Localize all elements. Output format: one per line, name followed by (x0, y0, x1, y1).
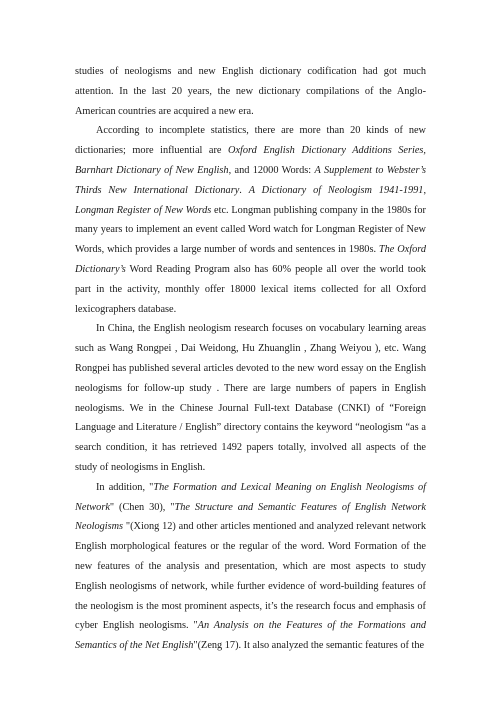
italic-title-text: Longman Register of New Words (75, 204, 212, 216)
paragraph-text: , (423, 184, 427, 196)
paragraph-text: In China, the English neologism research focuses on vocabulary learning areas such as Wang Rongpei , Dai Weidong, Hu Zhuanglin , Zhang Weiyou ), etc. Wang Rongpei has published several articles devoted to the new word essay on the English neologisms for follow-up study . There are large numbers of papers in English neologisms. We in the Chinese Journal Full-text Database (CNKI) of “Foreign Language and Literature / English” directory contains the keyword “neologism “as a search condition, it has retrieved 1492 papers totally, involved all aspects of the study of neologisms in English. (75, 323, 426, 473)
paragraph-text: studies of neologisms and new English dictionary codification had got much attention. In the last 20 years, the new dictionary compilations of the Anglo-American countries are acquired a new era. (75, 66, 426, 117)
italic-title-text: Oxford English Dictionary Additions Series, Barnhart Dictionary of New English (75, 145, 426, 176)
body-paragraph (75, 62, 426, 121)
paragraph-text: "(Zeng 17). It also analyzed the semantic features of the (193, 640, 425, 652)
italic-title-text: An Analysis on the Features of the Formations and Semantics of the Net English (75, 620, 426, 652)
paragraph-text: , and 12000 Words: (228, 164, 315, 176)
paragraph-text: "(Xiong 12) and other articles mentioned and analyzed relevant network English morphological features or the regular of the word. Word Formation of the new features of the analysis and presentation, which are most aspects to study English neologisms of network, while further evidence of word-building features of the neologism is the most prominent aspects, it’s the research focus and emphasis of cyber English neologisms. " (75, 521, 426, 632)
italic-title-text: A Dictionary of Neologism 1941-1991 (248, 184, 424, 196)
paragraph-text: " (Chen 30), " (109, 501, 175, 513)
paragraph-text: According to incomplete statistics, there are more than 20 kinds of new dictionaries; more influential are (75, 125, 426, 157)
paragraph-text: In addition, " (96, 481, 154, 493)
italic-title-text: The Structure and Semantic Features of English Network Neologisms (75, 501, 426, 533)
paragraph-text: etc. Longman publishing company in the 1980s for many years to implement an event called Word watch for Longman Register of New Words, which provides a large number of words and sentences in 1980s. (75, 204, 426, 256)
italic-title-text: The Formation and Lexical Meaning on English Neologisms of Network (75, 481, 426, 513)
body-paragraph (75, 319, 426, 477)
italic-title-text: The Oxford Dictionary’s (75, 244, 426, 275)
body-paragraph (75, 478, 426, 656)
body-paragraph (75, 121, 426, 319)
italic-title-text: A Supplement to Webster’s Thirds New International Dictionary (75, 164, 426, 196)
paragraph-text: . (239, 184, 249, 196)
paragraph-text: Word Reading Program also has 60% people all over the world took part in the activity, monthly offer 18000 lexical items collected for all Oxford lexicographers database. (75, 263, 426, 315)
